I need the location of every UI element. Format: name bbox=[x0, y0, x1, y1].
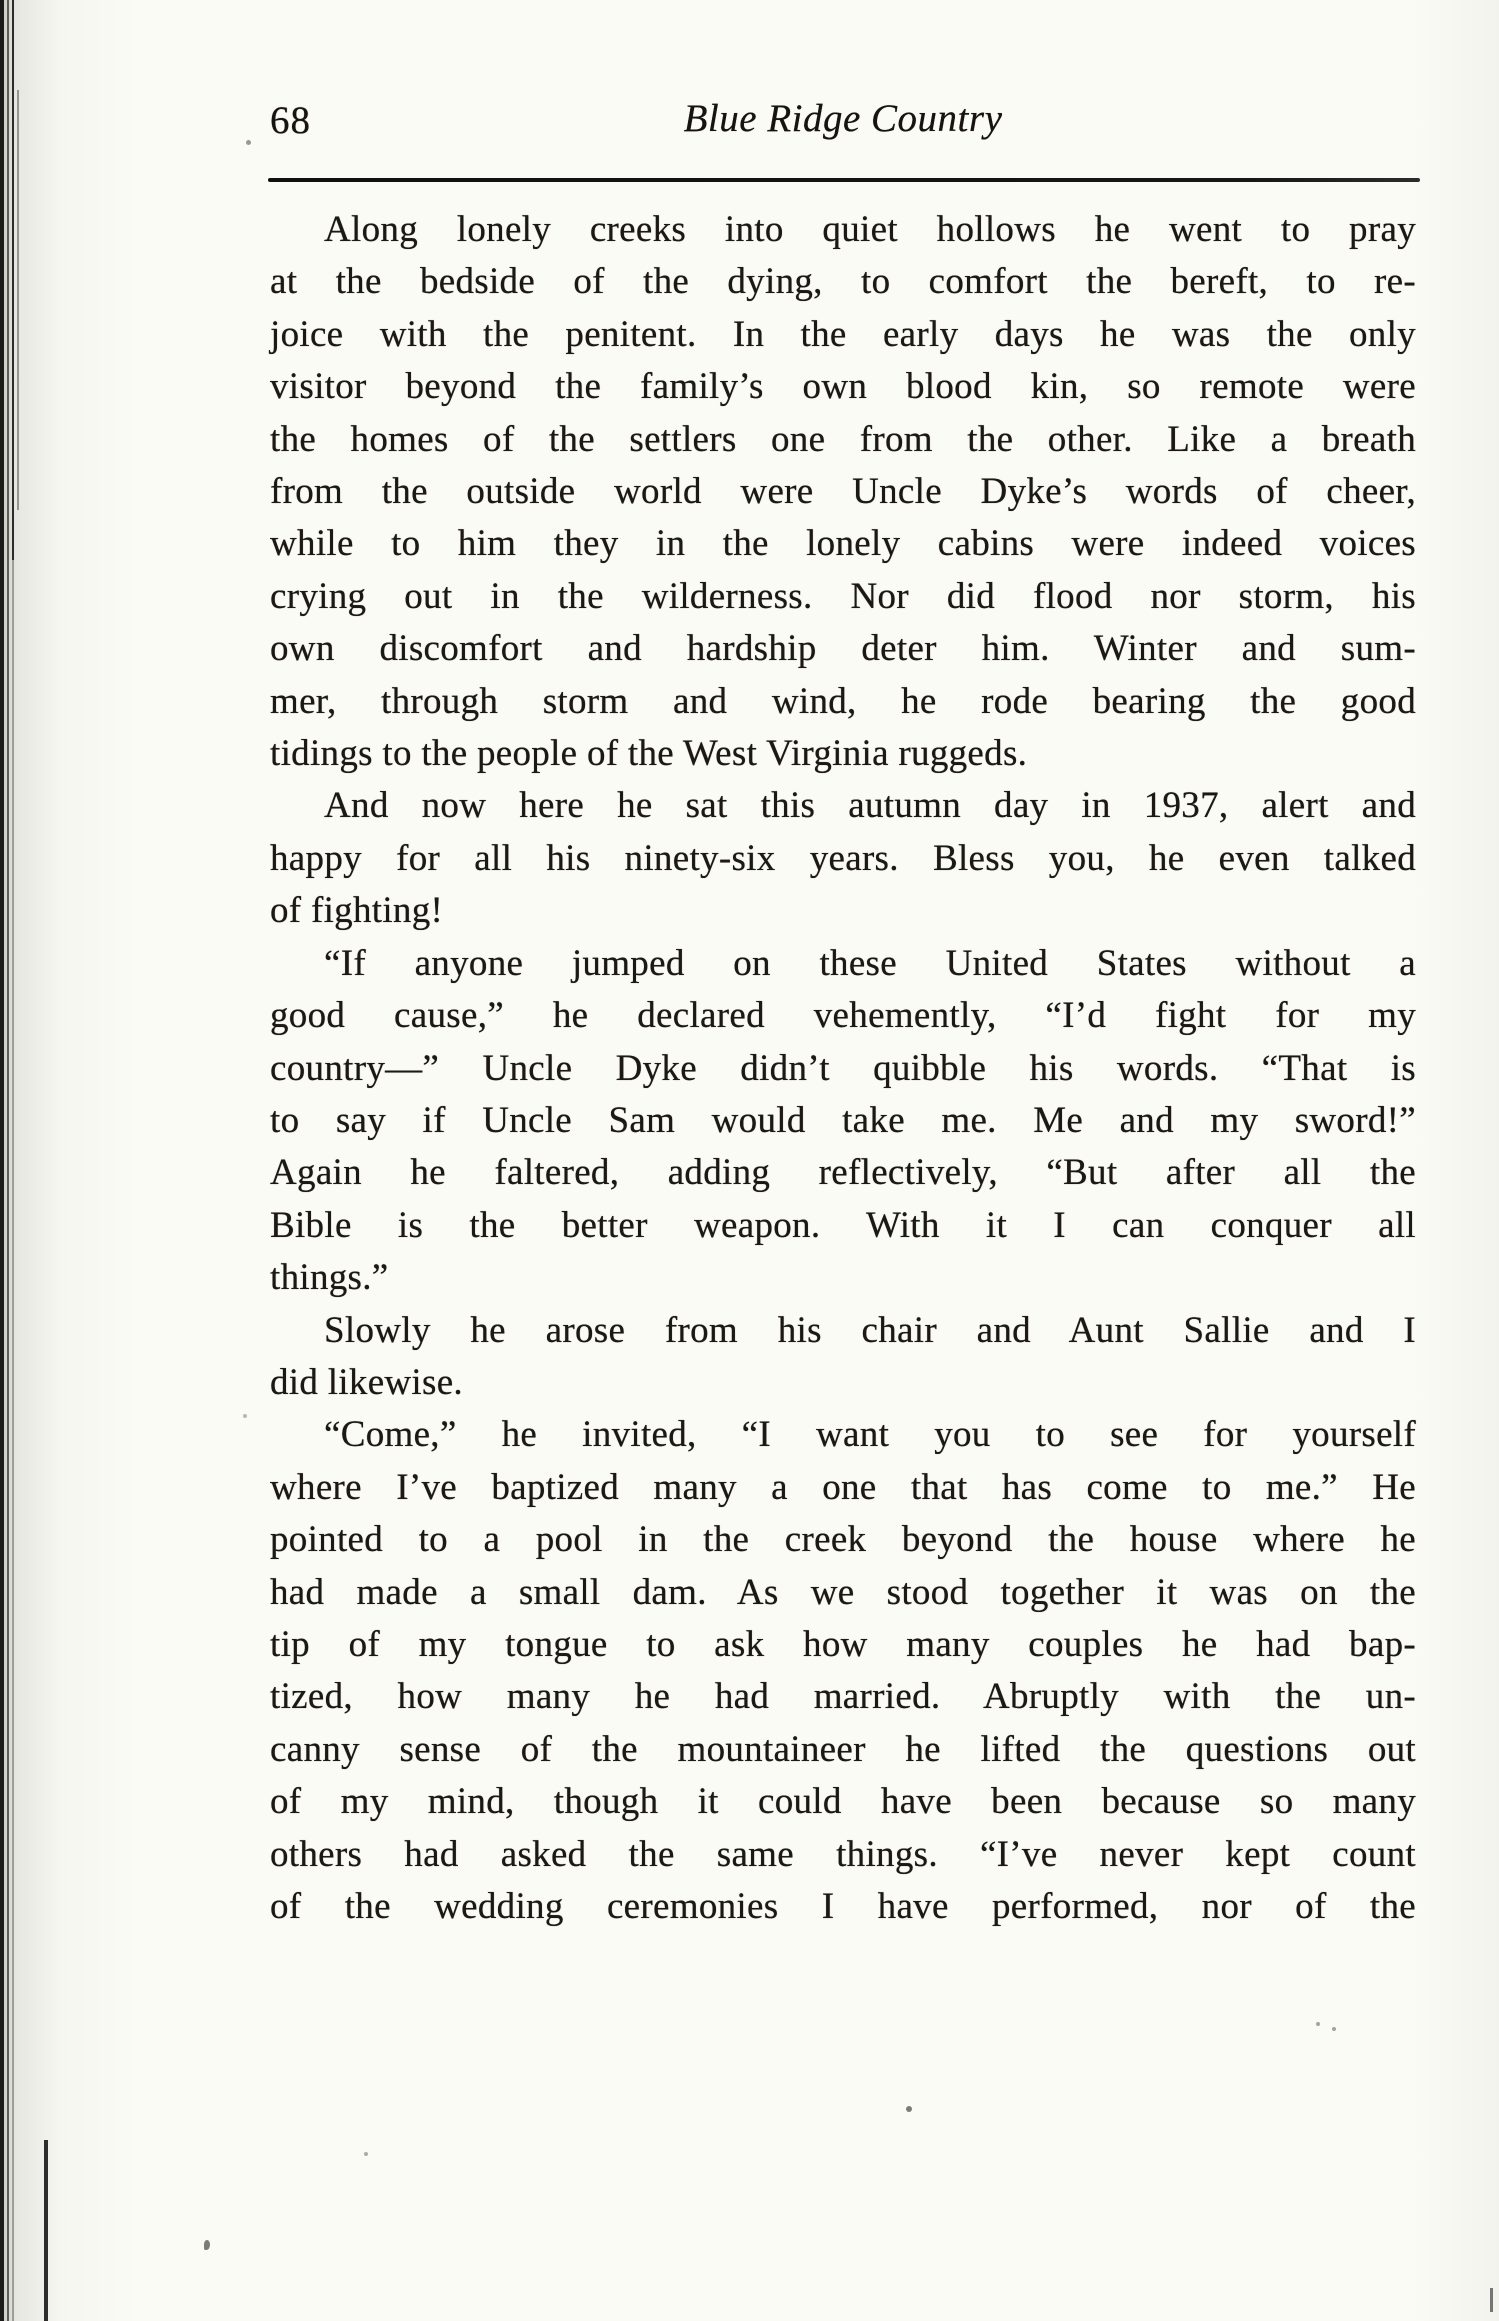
text-line: while to him they in the lonely cabins were indeed voices bbox=[270, 523, 1416, 565]
scan-speck bbox=[906, 2106, 912, 2112]
binding-streak bbox=[0, 0, 4, 2321]
text-line: the homes of the settlers one from the other. Like a breath bbox=[270, 418, 1416, 460]
scan-speck bbox=[364, 2152, 368, 2156]
text-line: of the wedding ceremonies I have performed, nor of the bbox=[270, 1886, 1416, 1927]
scan-speck bbox=[243, 1414, 247, 1418]
binding-streak bbox=[12, 560, 14, 2321]
text-line: had made a small dam. As we stood together it was on the bbox=[270, 1571, 1416, 1613]
text-line: mer, through storm and wind, he rode bearing the good bbox=[270, 680, 1416, 722]
text-line: tidings to the people of the West Virginia ruggeds. bbox=[270, 733, 1028, 775]
text-line: country—” Uncle Dyke didn’t quibble his words. “That is bbox=[270, 1047, 1416, 1089]
text-body bbox=[270, 204, 1416, 1933]
paragraph bbox=[270, 1409, 1416, 1933]
text-line: Along lonely creeks into quiet hollows he went to pray bbox=[324, 209, 1416, 250]
text-line: of fighting! bbox=[270, 890, 444, 932]
scan-speck bbox=[1332, 2027, 1336, 2031]
page-number: 68 bbox=[270, 99, 311, 142]
text-line: visitor beyond the family’s own blood kin, so remote were bbox=[270, 366, 1416, 408]
paragraph bbox=[270, 938, 1416, 1305]
paragraph bbox=[270, 780, 1416, 937]
text-line: Bible is the better weapon. With it I can conquer all bbox=[270, 1204, 1416, 1246]
text-line: did likewise. bbox=[270, 1361, 463, 1403]
text-line: And now here he sat this autumn day in 1937, alert and bbox=[324, 785, 1416, 827]
text-line: things.” bbox=[270, 1257, 389, 1299]
scan-speck bbox=[1316, 2022, 1320, 2026]
text-line: to say if Uncle Sam would take me. Me and my sword!” bbox=[270, 1099, 1416, 1141]
text-line: tized, how many he had married. Abruptly with the un- bbox=[270, 1676, 1416, 1718]
paragraph bbox=[270, 204, 1416, 780]
text-line: others had asked the same things. “I’ve never kept count bbox=[270, 1833, 1416, 1875]
text-line: tip of my tongue to ask how many couples he had bap- bbox=[270, 1623, 1416, 1665]
text-line: “Come,” he invited, “I want you to see for yourself bbox=[324, 1414, 1416, 1456]
text-line: Slowly he arose from his chair and Aunt Sallie and I bbox=[324, 1309, 1416, 1351]
text-line: good cause,” he declared vehemently, “I’d fight for my bbox=[270, 995, 1416, 1037]
text-line: at the bedside of the dying, to comfort the bereft, to re- bbox=[270, 261, 1416, 303]
text-line: canny sense of the mountaineer he lifted the questions out bbox=[270, 1728, 1416, 1770]
text-line: where I’ve baptized many a one that has come to me.” He bbox=[270, 1466, 1416, 1508]
header-rule bbox=[268, 178, 1420, 182]
binding-streak bbox=[17, 90, 19, 510]
page-header bbox=[270, 96, 1416, 150]
text-line: happy for all his ninety-six years. Bless you, he even talked bbox=[270, 837, 1416, 879]
running-head-book-title: Blue Ridge Country bbox=[683, 97, 1003, 140]
text-line: joice with the penitent. In the early days he was the only bbox=[270, 313, 1416, 355]
text-line: crying out in the wilderness. Nor did flood nor storm, his bbox=[270, 575, 1416, 617]
text-line: “If anyone jumped on these United States without a bbox=[324, 942, 1416, 984]
scan-speck bbox=[204, 2240, 210, 2250]
binding-streak bbox=[44, 2140, 48, 2321]
text-line: pointed to a pool in the creek beyond the house where he bbox=[270, 1519, 1416, 1561]
text-line: of my mind, though it could have been because so many bbox=[270, 1781, 1416, 1823]
text-line: own discomfort and hardship deter him. Winter and sum- bbox=[270, 628, 1416, 670]
binding-streak bbox=[12, 0, 14, 560]
text-line: from the outside world were Uncle Dyke’s words of cheer, bbox=[270, 471, 1416, 513]
paragraph bbox=[270, 1305, 1416, 1410]
text-line: Again he faltered, adding reflectively, “But after all the bbox=[270, 1152, 1416, 1194]
scan-speck bbox=[246, 140, 251, 145]
binding-streak bbox=[7, 0, 9, 2321]
binding-streak bbox=[1490, 2288, 1493, 2312]
